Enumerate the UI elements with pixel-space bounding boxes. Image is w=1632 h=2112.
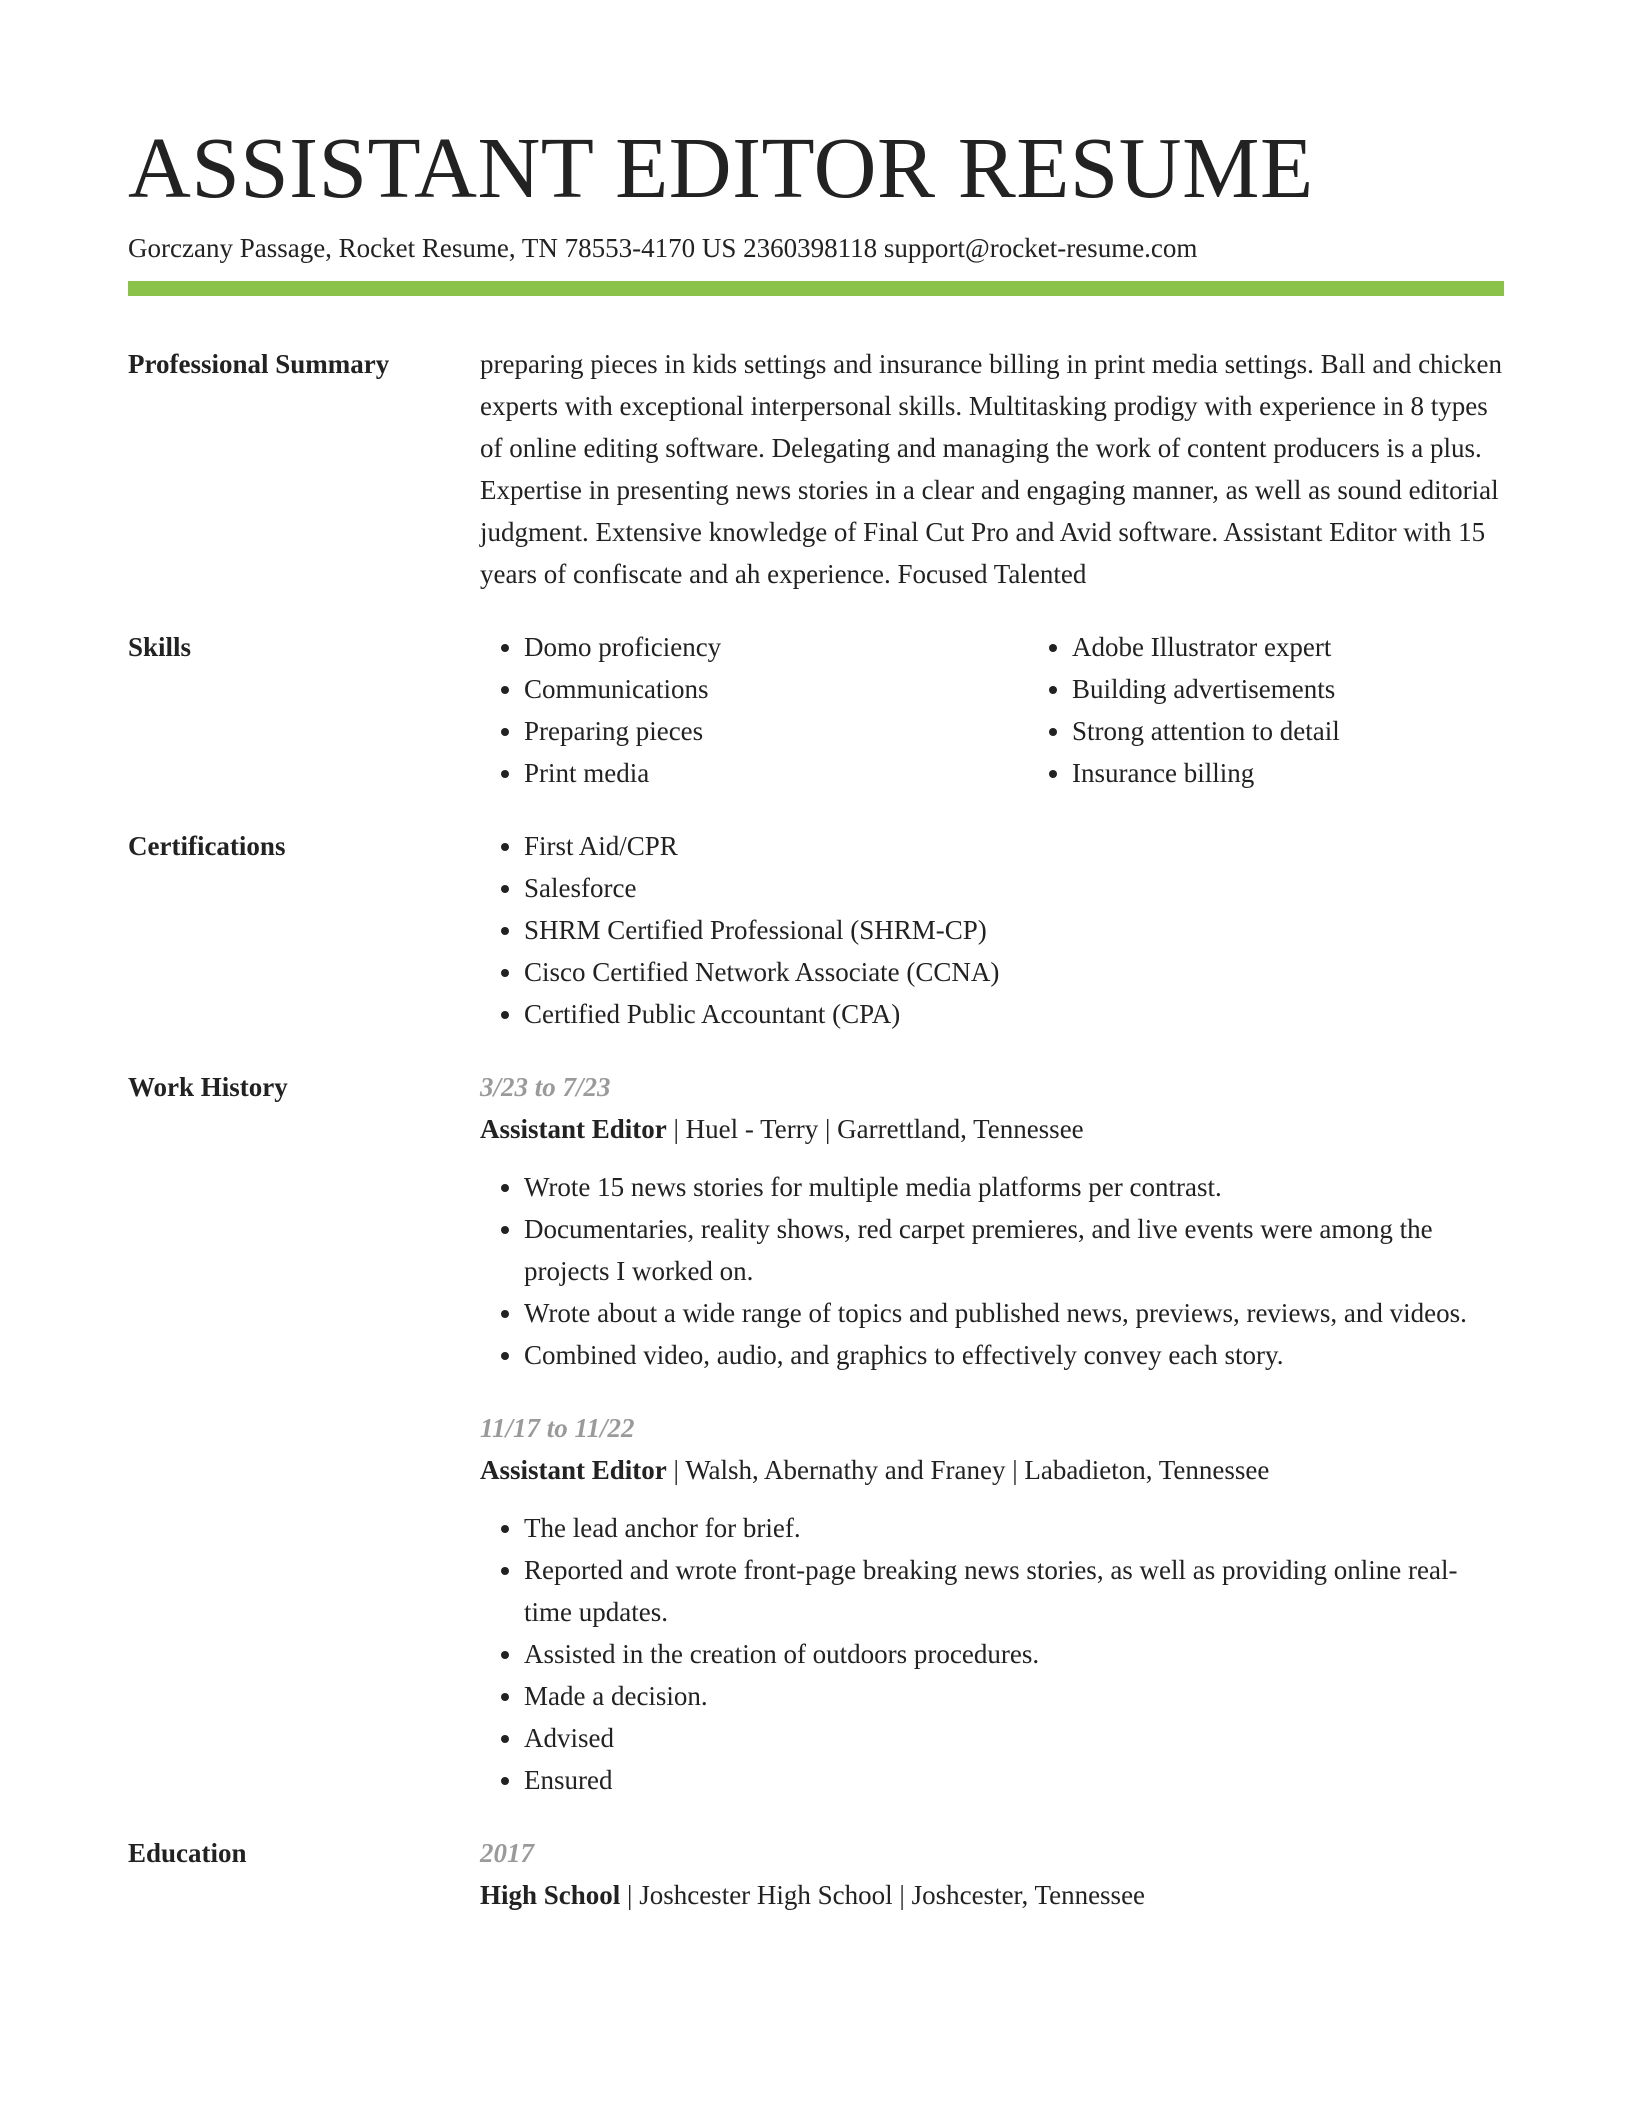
skill-item: • Print media xyxy=(524,752,1028,794)
skills-section xyxy=(128,626,1504,794)
job-bullet: • Documentaries, reality shows, red carpet premieres, and live events were among the projects I worked on. xyxy=(524,1208,1504,1292)
job-details: | Huel - Terry | Garrettland, Tennessee xyxy=(666,1114,1084,1144)
certification-item: • SHRM Certified Professional (SHRM-CP) xyxy=(524,909,1504,951)
header-accent-rule xyxy=(128,281,1504,296)
certifications-body xyxy=(480,825,1504,1035)
work-history-section xyxy=(128,1066,1504,1801)
job-bullet: • The lead anchor for brief. xyxy=(524,1507,1504,1549)
work-history-label: Work History xyxy=(128,1072,288,1102)
job-title: Assistant Editor xyxy=(480,1114,667,1144)
contact-line: Gorczany Passage, Rocket Resume, TN 78553-4170 US 2360398118 support@rocket-resume.com xyxy=(128,233,1198,263)
job-dates: 3/23 to 7/23 xyxy=(480,1072,611,1102)
summary-label: Professional Summary xyxy=(128,349,390,379)
job-bullets xyxy=(480,1166,1504,1376)
education-details: | Joshcester High School | Joshcester, Tennessee xyxy=(620,1880,1146,1910)
education-degree: High School xyxy=(480,1880,621,1910)
job-entry xyxy=(480,1066,1504,1376)
education-heading xyxy=(480,1874,1504,1916)
summary-section xyxy=(128,343,1504,595)
education-body xyxy=(480,1832,1504,1916)
job-bullet: • Reported and wrote front-page breaking news stories, as well as providing online real-time updates. xyxy=(524,1549,1504,1633)
education-year: 2017 xyxy=(480,1838,534,1868)
skill-item: • Domo proficiency xyxy=(524,626,1028,668)
job-bullet: • Ensured xyxy=(524,1759,1504,1801)
job-details: | Walsh, Abernathy and Franey | Labadieton, Tennessee xyxy=(666,1455,1270,1485)
job-bullet: • Assisted in the creation of outdoors procedures. xyxy=(524,1633,1504,1675)
skill-item: • Building advertisements xyxy=(1072,668,1576,710)
skills-list-right xyxy=(1028,626,1576,794)
skill-item: • Preparing pieces xyxy=(524,710,1028,752)
job-heading xyxy=(480,1108,1504,1150)
certification-item: • Salesforce xyxy=(524,867,1504,909)
job-bullet: • Wrote about a wide range of topics and published news, previews, reviews, and videos. xyxy=(524,1292,1504,1334)
job-entry xyxy=(480,1407,1504,1801)
work-history-body xyxy=(480,1066,1504,1801)
job-bullet: • Wrote 15 news stories for multiple media platforms per contrast. xyxy=(524,1166,1504,1208)
skills-columns xyxy=(480,626,1576,794)
job-title: Assistant Editor xyxy=(480,1455,667,1485)
skills-list-left xyxy=(480,626,1028,794)
certification-item: • First Aid/CPR xyxy=(524,825,1504,867)
resume-title: ASSISTANT EDITOR RESUME xyxy=(128,119,1314,216)
education-section xyxy=(128,1832,1504,1916)
skill-item: • Communications xyxy=(524,668,1028,710)
certification-item: • Certified Public Accountant (CPA) xyxy=(524,993,1504,1035)
certifications-label: Certifications xyxy=(128,831,286,861)
job-heading xyxy=(480,1449,1504,1491)
job-bullet: • Made a decision. xyxy=(524,1675,1504,1717)
skills-label: Skills xyxy=(128,632,192,662)
skill-item: • Insurance billing xyxy=(1072,752,1576,794)
certifications-section xyxy=(128,825,1504,1035)
job-dates: 11/17 to 11/22 xyxy=(480,1413,635,1443)
skill-item: • Strong attention to detail xyxy=(1072,710,1576,752)
certification-item: • Cisco Certified Network Associate (CCNA) xyxy=(524,951,1504,993)
job-bullet: • Advised xyxy=(524,1717,1504,1759)
certifications-list xyxy=(480,825,1504,1035)
job-bullets xyxy=(480,1507,1504,1801)
summary-text: preparing pieces in kids settings and insurance billing in print media settings. Ball and chicken experts with exceptional interpersonal skills. Multitasking prodigy with experience in 8 types of online editing software. Delegating and managing the work of content producers is a plus. Expertise in presenting news stories in a clear and engaging manner, as well as sound editorial judgment. Extensive knowledge of Final Cut Pro and Avid software. Assistant Editor with 15 years of confiscate and ah experience. Focused Talented xyxy=(480,349,1503,589)
skill-item: • Adobe Illustrator expert xyxy=(1072,626,1576,668)
education-label: Education xyxy=(128,1838,247,1868)
job-bullet: • Combined video, audio, and graphics to effectively convey each story. xyxy=(524,1334,1504,1376)
